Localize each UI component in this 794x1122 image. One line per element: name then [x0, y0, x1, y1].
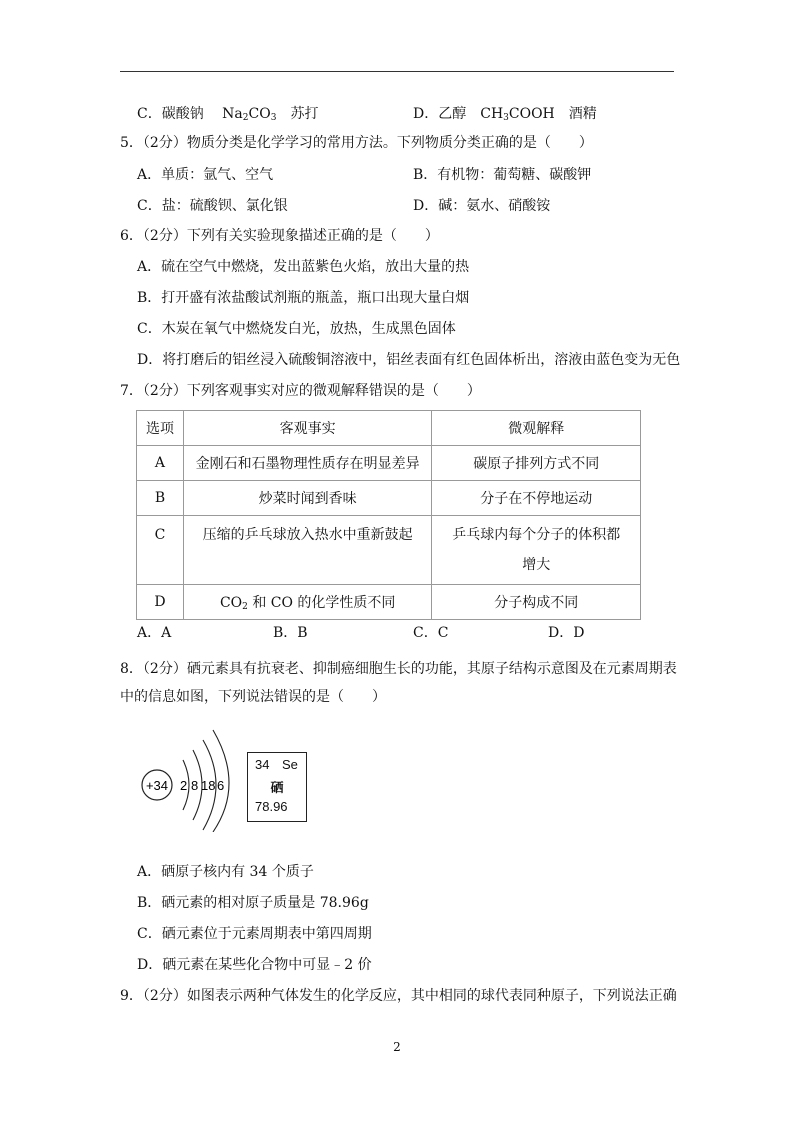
element-name: 硒	[270, 780, 284, 795]
q4-option-c[interactable]: C．碳酸钠 $Na_2CO_3$ 苏打	[137, 106, 319, 123]
q8-option-c[interactable]: C．硒元素位于元素周期表中第四周期	[137, 926, 372, 942]
q8-stem-line2: 中的信息如图，下列说法错误的是（ ）	[120, 689, 386, 705]
nucleus-charge: +34	[145, 778, 169, 793]
element-symbol: Se	[282, 757, 298, 772]
row-explanation: 乒乓球内每个分子的体积都 增大	[432, 516, 641, 585]
q5-stem: 5．（2分）物质分类是化学学习的常用方法。下列物质分类正确的是（ ）	[120, 135, 593, 151]
row-option: D	[137, 585, 184, 620]
q5-option-a[interactable]: A．单质：氩气、空气	[137, 167, 274, 183]
shell-count: 6	[217, 778, 225, 793]
q5-options-ab	[137, 164, 657, 184]
q8-option-d[interactable]: D．硒元素在某些化合物中可显﹣2 价	[137, 957, 372, 973]
q5-options-cd	[137, 195, 657, 215]
row-explanation: 分子构成不同	[432, 585, 641, 620]
page-number: 2	[393, 1040, 401, 1054]
shell-count: 8	[191, 778, 199, 793]
q5-option-b[interactable]: B．有机物：葡萄糖、碳酸钾	[413, 167, 592, 183]
table-row	[137, 585, 641, 620]
table-row	[137, 516, 641, 585]
q6-option-b[interactable]: B．打开盛有浓盐酸试剂瓶的瓶盖，瓶口出现大量白烟	[137, 290, 470, 306]
header-option: 选项	[137, 411, 184, 446]
row-option: C	[137, 516, 184, 585]
q6-option-a[interactable]: A．硫在空气中燃烧，发出蓝紫色火焰，放出大量的热	[137, 259, 470, 275]
table-row	[137, 481, 641, 516]
q7-table	[136, 410, 641, 620]
q7-option-b[interactable]: B．B	[273, 625, 308, 641]
q8-option-b[interactable]: B．硒元素的相对原子质量是 78.96g	[137, 895, 369, 911]
header-explanation: 微观解释	[432, 411, 641, 446]
q6-option-d[interactable]: D．将打磨后的铝丝浸入硫酸铜溶液中，铝丝表面有红色固体析出，溶液由蓝色变为无色	[137, 352, 681, 368]
row-option: A	[137, 446, 184, 481]
shell-count: 2	[180, 778, 188, 793]
q4-options-cd	[137, 103, 657, 123]
row-fact: 压缩的乒乓球放入热水中重新鼓起	[183, 516, 432, 585]
q5-option-c[interactable]: C．盐：硫酸钡、氯化银	[137, 198, 288, 214]
header-rule	[120, 71, 674, 72]
table-row	[137, 446, 641, 481]
q7-stem: 7．（2分）下列客观事实对应的微观解释错误的是（ ）	[120, 383, 481, 399]
periodic-table-cell	[247, 752, 307, 822]
q4-option-d[interactable]: D．乙醇 $CH_3COOH$ 酒精	[413, 106, 597, 123]
q7-option-a[interactable]: A．A	[137, 625, 172, 641]
q6-stem: 6．（2分）下列有关实验现象描述正确的是（ ）	[120, 228, 439, 244]
table-header-row	[137, 411, 641, 446]
q7-option-d[interactable]: D．D	[548, 625, 585, 641]
atomic-mass: 78.96	[255, 799, 288, 814]
row-fact: 炒菜时闻到香味	[183, 481, 432, 516]
shell-count: 18	[201, 778, 216, 793]
q6-option-c[interactable]: C．木炭在氧气中燃烧发白光，放热，生成黑色固体	[137, 321, 456, 337]
row-fact: $CO_2$ 和 CO 的化学性质不同	[183, 585, 432, 620]
q5-option-d[interactable]: D．碱：氨水、硝酸铵	[413, 198, 551, 214]
atomic-number: 34	[255, 757, 270, 772]
header-fact: 客观事实	[183, 411, 432, 446]
row-explanation: 碳原子排列方式不同	[432, 446, 641, 481]
q8-option-a[interactable]: A．硒原子核内有 34 个质子	[137, 864, 314, 880]
row-fact: 金刚石和石墨物理性质存在明显差异	[183, 446, 432, 481]
q9-stem: 9．（2分）如图表示两种气体发生的化学反应，其中相同的球代表同种原子，下列说法正确	[120, 988, 677, 1004]
q8-stem-line1: 8．（2分）硒元素具有抗衰老、抑制癌细胞生长的功能，其原子结构示意图及在元素周期表	[120, 661, 677, 677]
row-option: B	[137, 481, 184, 516]
row-explanation: 分子在不停地运动	[432, 481, 641, 516]
q7-option-c[interactable]: C．C	[413, 625, 449, 641]
